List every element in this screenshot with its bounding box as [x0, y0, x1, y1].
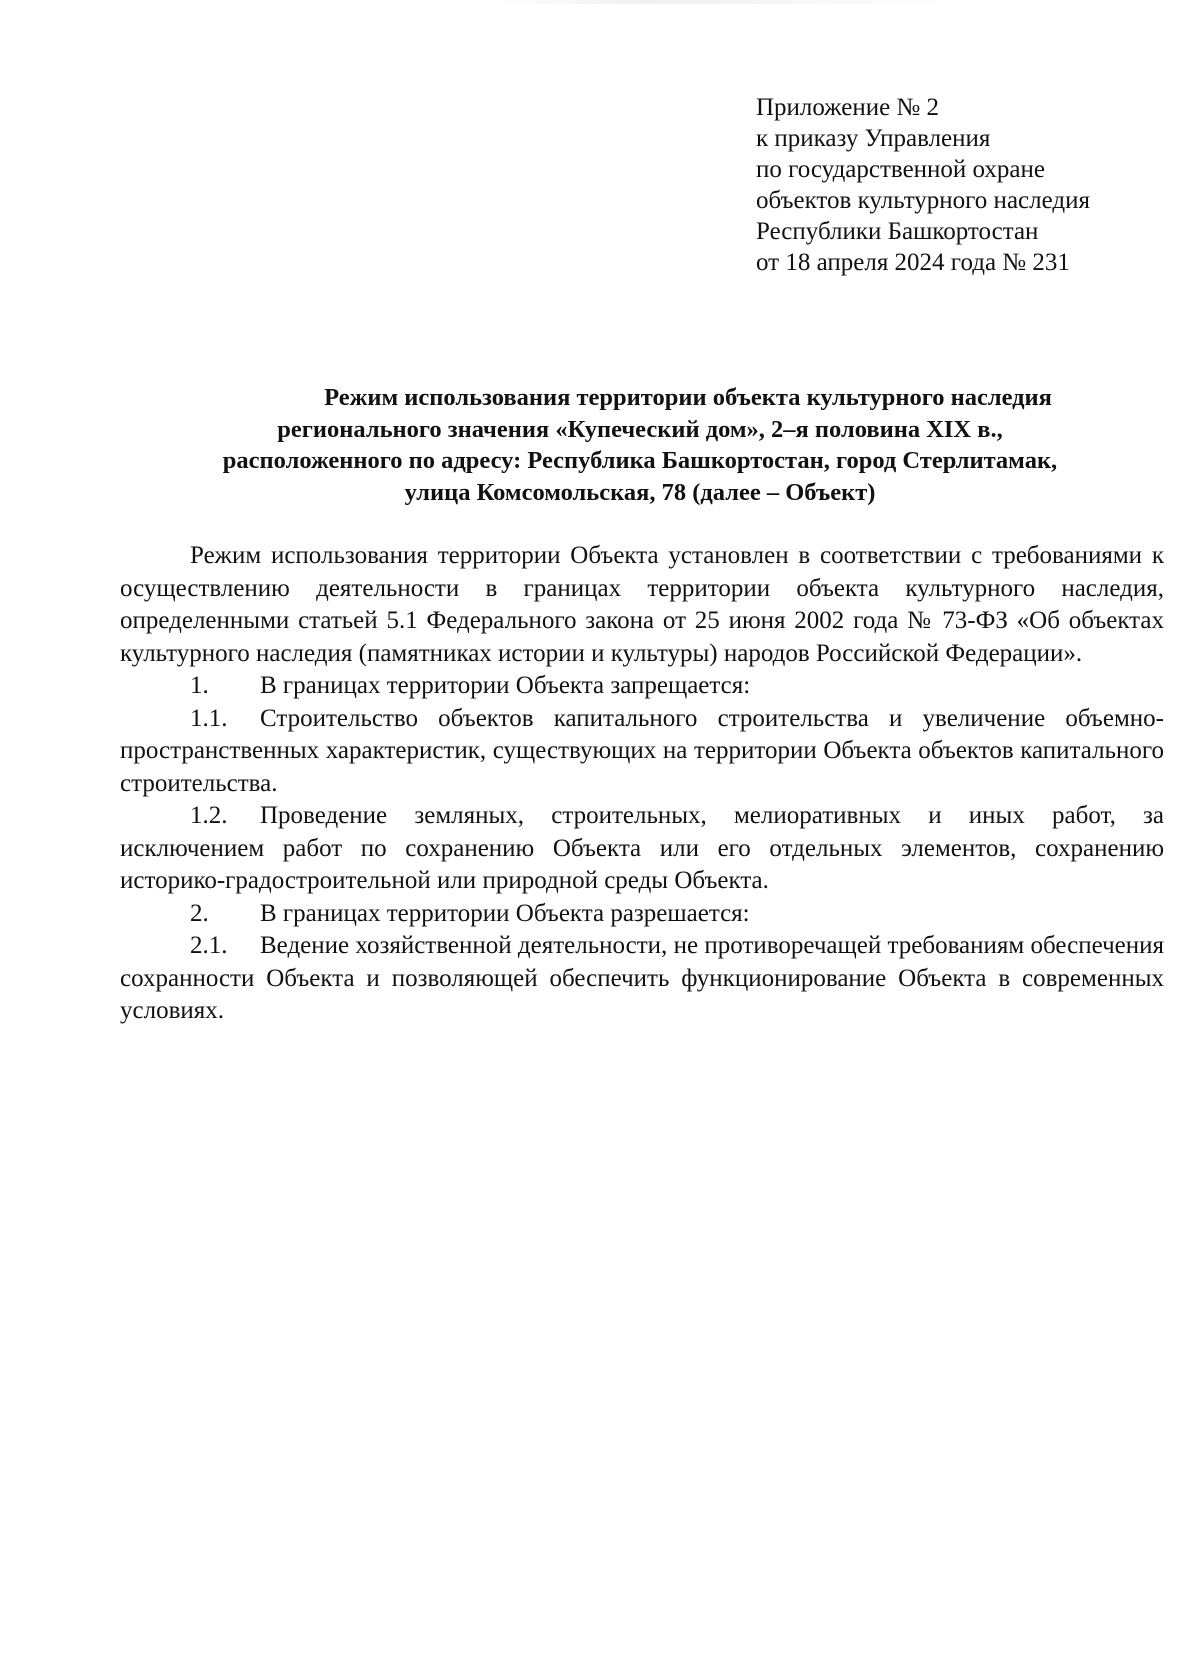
- appendix-line: по государственной охране: [756, 156, 1046, 183]
- document-title: [120, 382, 1160, 508]
- item-number: 2.: [190, 899, 209, 927]
- list-item: [120, 800, 1164, 898]
- item-number: 2.1.: [190, 932, 228, 959]
- item-number: 1.: [190, 672, 209, 699]
- title-line: расположенного по адресу: Республика Башкортостан, город Стерлитамак,: [222, 447, 1058, 474]
- list-item: [120, 670, 1164, 703]
- item-text: В границах территории Объекта разрешается:: [260, 899, 750, 927]
- item-number: 1.2.: [190, 802, 228, 829]
- list-item: [120, 898, 1164, 931]
- item-text: Ведение хозяйственной деятельности, не противоречащей требованиям обеспечения сохранности Объекта и позволяющей обеспечить функционирование Объекта в современных условиях.: [120, 932, 1164, 1024]
- item-text: Проведение земляных, строительных, мелиоративных и иных работ, за исключением работ по сохранению Объекта или его отдельных элементов, сохранению историко-градостроительной или природной среды Объекта.: [120, 802, 1164, 894]
- title-line: Режим использования территории объекта культурного наследия: [324, 384, 1052, 411]
- item-number: 1.1.: [190, 704, 228, 732]
- document-body: [120, 540, 1164, 1028]
- appendix-line: Приложение № 2: [756, 94, 940, 121]
- item-text: В границах территории Объекта запрещается:: [260, 672, 751, 699]
- title-line: улица Комсомольская, 78 (далее – Объект): [404, 478, 876, 506]
- list-item: [120, 930, 1164, 1028]
- item-text: Строительство объектов капитального строительства и увеличение объемно-пространственных характеристик, существующих на территории Объекта объектов капитального строительства.: [120, 704, 1164, 797]
- appendix-line: от 18 апреля 2024 года № 231: [756, 249, 1070, 276]
- title-line: регионального значения «Купеческий дом», 2–я половина XIX в.,: [277, 415, 1003, 443]
- appendix-line: к приказу Управления: [756, 125, 991, 152]
- intro-paragraph: Режим использования территории Объекта установлен в соответствии с требованиями к осуществлению деятельности в границах территории объекта культурного наследия, определенными статьей 5.1 Федерального закона от 25 июня 2002 года № 73-ФЗ «Об объектах культурного наследия (памятниках истории и культуры) народов Российской Федерации».: [120, 542, 1164, 667]
- scan-artifact: [490, 0, 960, 4]
- appendix-line: объектов культурного наследия: [756, 187, 1090, 214]
- appendix-header: [756, 92, 1176, 278]
- list-item: [120, 703, 1164, 801]
- appendix-line: Республики Башкортостан: [756, 218, 1039, 245]
